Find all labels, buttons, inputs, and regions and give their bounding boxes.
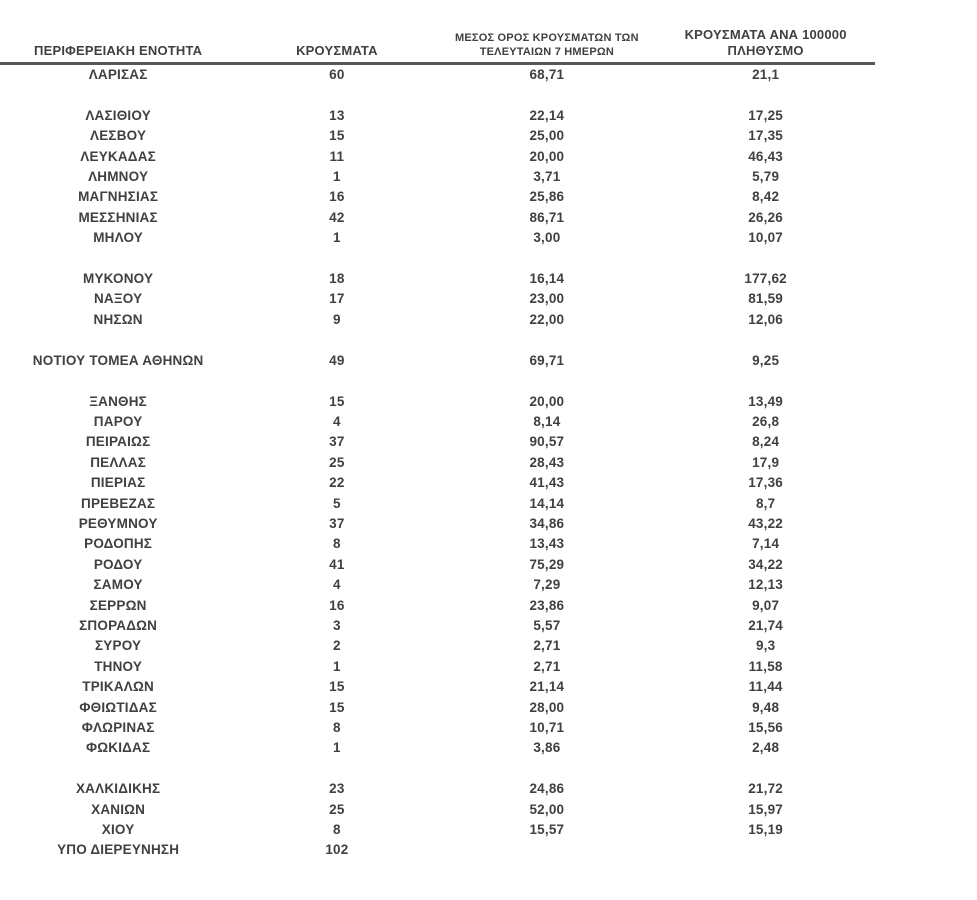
cell-region: ΡΕΘΥΜΝΟΥ	[78, 515, 158, 531]
cell-cases: 15	[329, 699, 345, 715]
cell-region: ΧΑΝΙΩΝ	[91, 801, 146, 817]
cell-avg-7-days	[438, 840, 657, 860]
cell-region: ΛΕΣΒΟΥ	[90, 128, 147, 144]
table-row	[0, 840, 875, 860]
cell-cases: 4	[333, 413, 341, 429]
spacer-row	[0, 330, 875, 350]
cell-avg-7-days: 25,86	[529, 189, 565, 205]
table-row	[0, 289, 875, 309]
cell-cases-per-100k: 21,1	[752, 67, 780, 82]
cell-avg-7-days: 24,86	[529, 781, 565, 797]
cell-cases: 22	[329, 475, 345, 491]
table-row	[0, 514, 875, 534]
cell-region: ΜΗΛΟΥ	[93, 230, 144, 246]
cell-cases-per-100k: 8,42	[752, 189, 780, 205]
table-row	[0, 187, 875, 207]
header-cases-per-100k-line2: ΠΛΗΘΥΣΜΟ	[727, 43, 804, 58]
cell-avg-7-days: 23,86	[529, 597, 565, 613]
cell-region: ΤΗΝΟΥ	[94, 658, 143, 674]
cell-region: ΦΘΙΩΤΙΔΑΣ	[79, 699, 157, 715]
table-row	[0, 310, 875, 330]
cell-cases-per-100k: 10,07	[748, 230, 784, 246]
cell-avg-7-days: 22,00	[529, 311, 565, 327]
cell-region: ΜΑΓΝΗΣΙΑΣ	[78, 189, 159, 205]
cell-avg-7-days: 41,43	[529, 475, 565, 491]
cell-cases-per-100k: 9,48	[752, 699, 780, 715]
cell-cases: 37	[329, 515, 345, 531]
cell-avg-7-days: 20,00	[529, 148, 565, 164]
cell-cases-per-100k: 13,49	[748, 393, 784, 409]
cell-cases-per-100k: 17,35	[748, 128, 784, 144]
cases-table-body	[0, 64, 875, 861]
cell-avg-7-days: 16,14	[529, 271, 565, 287]
cell-avg-7-days: 69,71	[529, 352, 565, 368]
cell-cases-per-100k: 43,22	[748, 515, 784, 531]
table-row	[0, 269, 875, 289]
cell-region: ΣΠΟΡΑΔΩΝ	[79, 617, 158, 633]
cell-avg-7-days: 7,29	[533, 577, 561, 593]
cell-cases: 15	[329, 393, 345, 409]
cell-cases-per-100k: 2,48	[752, 740, 780, 756]
cell-cases: 42	[329, 209, 345, 225]
cell-avg-7-days: 25,00	[529, 128, 565, 144]
table-row	[0, 698, 875, 718]
cell-cases: 8	[333, 536, 341, 552]
cell-region: ΡΟΔΟΠΗΣ	[84, 536, 153, 552]
cell-avg-7-days: 3,00	[533, 230, 561, 246]
table-row	[0, 473, 875, 493]
cell-region: ΠΕΙΡΑΙΩΣ	[85, 434, 151, 450]
cell-avg-7-days: 10,71	[529, 720, 565, 735]
table-row	[0, 208, 875, 228]
cell-region: ΠΑΡΟΥ	[93, 413, 143, 429]
cell-cases: 16	[329, 597, 345, 613]
header-row	[0, 27, 875, 64]
cell-region: ΡΟΔΟΥ	[93, 556, 143, 572]
cell-cases-per-100k: 15,56	[748, 720, 784, 735]
cell-region: ΦΩΚΙΔΑΣ	[85, 740, 151, 756]
header-cases-per-100k-line1: ΚΡΟΥΣΜΑΤΑ ΑΝΑ 100000	[684, 27, 847, 42]
table-row	[0, 677, 875, 697]
cell-region: ΧΙΟΥ	[101, 822, 135, 838]
cell-cases: 41	[329, 556, 345, 572]
cell-avg-7-days: 23,00	[529, 291, 565, 307]
table-row	[0, 147, 875, 167]
cell-region: ΝΗΣΩΝ	[93, 311, 143, 327]
cell-region: ΠΡΕΒΕΖΑΣ	[81, 495, 156, 511]
header-avg-7-days-line2: ΤΕΛΕΥΤΑΙΩΝ 7 ΗΜΕΡΩΝ	[479, 46, 615, 58]
cell-avg-7-days: 52,00	[529, 801, 565, 817]
cell-region: ΜΕΣΣΗΝΙΑΣ	[78, 209, 158, 225]
cell-cases: 23	[329, 781, 345, 797]
cell-cases-per-100k: 15,19	[748, 822, 784, 838]
header-avg-7-days-line1: ΜΕΣΟΣ ΟΡΟΣ ΚΡΟΥΣΜΑΤΩΝ ΤΩΝ	[455, 32, 639, 44]
spacer-cell	[0, 249, 875, 269]
cell-cases-per-100k: 11,44	[748, 679, 783, 695]
cell-region: ΜΥΚΟΝΟΥ	[83, 271, 154, 287]
header-regional-unit: ΠΕΡΙΦΕΡΕΙΑΚΗ ΕΝΟΤΗΤΑ	[0, 27, 236, 64]
cell-cases-per-100k: 9,07	[752, 597, 780, 613]
table-row	[0, 657, 875, 677]
cell-avg-7-days: 68,71	[529, 67, 565, 82]
spacer-cell	[0, 759, 875, 779]
cell-cases: 3	[333, 617, 341, 633]
cell-region: ΛΕΥΚΑΔΑΣ	[80, 148, 156, 164]
cell-region: ΣΥΡΟΥ	[95, 638, 142, 654]
cell-cases-per-100k: 11,58	[748, 658, 783, 674]
table-row	[0, 820, 875, 840]
cell-cases: 8	[333, 720, 341, 735]
cell-cases-per-100k: 12,06	[748, 311, 784, 327]
cell-avg-7-days: 3,71	[533, 169, 561, 185]
cell-region: ΥΠΟ ΔΙΕΡΕΥΝΗΣΗ	[57, 842, 180, 858]
spacer-row	[0, 249, 875, 269]
cell-cases-per-100k: 81,59	[748, 291, 784, 307]
cell-cases: 2	[333, 638, 341, 654]
cell-cases-per-100k: 9,25	[752, 352, 780, 368]
cell-avg-7-days: 3,86	[533, 740, 561, 756]
cell-cases: 1	[333, 169, 341, 185]
cell-avg-7-days: 5,57	[533, 617, 561, 633]
cell-cases-per-100k: 46,43	[748, 148, 784, 164]
cell-cases-per-100k	[656, 840, 875, 860]
cell-avg-7-days: 13,43	[529, 536, 565, 552]
table-row	[0, 432, 875, 452]
cell-cases-per-100k: 9,3	[755, 638, 776, 654]
table-row	[0, 64, 875, 86]
table-row	[0, 412, 875, 432]
table-row	[0, 228, 875, 248]
table-row	[0, 494, 875, 514]
cell-cases: 11	[329, 148, 345, 164]
cell-cases: 9	[333, 311, 341, 327]
cell-cases: 15	[329, 128, 345, 144]
cell-avg-7-days: 2,71	[533, 658, 561, 674]
cell-avg-7-days: 20,00	[529, 393, 565, 409]
table-row	[0, 718, 875, 738]
cell-avg-7-days: 8,14	[533, 413, 561, 429]
table-row	[0, 636, 875, 656]
table-row	[0, 779, 875, 799]
table-row	[0, 351, 875, 371]
cell-cases: 25	[329, 801, 345, 817]
cell-cases-per-100k: 15,97	[748, 801, 784, 817]
cell-cases-per-100k: 8,24	[752, 434, 780, 450]
cell-region: ΝΟΤΙΟΥ ΤΟΜΕΑ ΑΘΗΝΩΝ	[32, 352, 204, 368]
cell-avg-7-days: 86,71	[529, 209, 565, 225]
table-row	[0, 534, 875, 554]
cell-region: ΛΑΡΙΣΑΣ	[88, 67, 148, 82]
cell-cases: 25	[329, 454, 345, 470]
cell-region: ΞΑΝΘΗΣ	[89, 393, 147, 409]
cell-cases-per-100k: 17,36	[748, 475, 784, 491]
cell-cases-per-100k: 34,22	[748, 556, 784, 572]
table-row	[0, 575, 875, 595]
spacer-row	[0, 85, 875, 105]
cell-cases-per-100k: 12,13	[748, 577, 784, 593]
cell-avg-7-days: 90,57	[529, 434, 565, 450]
cell-cases: 5	[333, 495, 341, 511]
cell-avg-7-days: 28,43	[529, 454, 565, 470]
cell-avg-7-days: 2,71	[533, 638, 561, 654]
cell-cases: 1	[333, 658, 341, 674]
table-row	[0, 800, 875, 820]
table-row	[0, 453, 875, 473]
cell-region: ΤΡΙΚΑΛΩΝ	[82, 679, 154, 695]
table-row	[0, 106, 875, 126]
cell-cases-per-100k: 21,72	[748, 781, 784, 797]
table-row	[0, 126, 875, 146]
cell-cases: 4	[333, 577, 341, 593]
cell-region: ΧΑΛΚΙΔΙΚΗΣ	[75, 781, 161, 797]
cell-avg-7-days: 15,57	[529, 822, 565, 838]
cell-cases-per-100k: 8,7	[755, 495, 776, 511]
cell-cases: 16	[329, 189, 345, 205]
cell-cases: 49	[329, 352, 345, 368]
table-row	[0, 596, 875, 616]
cell-cases: 8	[333, 822, 341, 838]
cell-cases-per-100k: 26,26	[748, 209, 784, 225]
spacer-row	[0, 759, 875, 779]
cell-region: ΛΑΣΙΘΙΟΥ	[85, 107, 151, 123]
cell-region: ΠΙΕΡΙΑΣ	[90, 475, 146, 491]
table-row	[0, 392, 875, 412]
cell-cases: 102	[325, 842, 349, 858]
cell-region: ΠΕΛΛΑΣ	[90, 454, 147, 470]
cell-avg-7-days: 14,14	[529, 495, 565, 511]
header-avg-7-days	[438, 27, 657, 64]
cell-cases: 1	[333, 740, 341, 756]
cell-region: ΣΑΜΟΥ	[93, 577, 143, 593]
spacer-cell	[0, 330, 875, 350]
header-cases: ΚΡΟΥΣΜΑΤΑ	[236, 27, 437, 64]
cell-cases-per-100k: 21,74	[748, 617, 784, 633]
cell-region: ΣΕΡΡΩΝ	[89, 597, 147, 613]
cell-cases: 60	[329, 67, 345, 82]
table-row	[0, 738, 875, 758]
cell-cases: 13	[329, 107, 345, 123]
cell-cases-per-100k: 177,62	[744, 271, 787, 287]
cell-cases-per-100k: 5,79	[752, 169, 780, 185]
cell-avg-7-days: 22,14	[529, 107, 565, 123]
cell-avg-7-days: 21,14	[529, 679, 565, 695]
cell-cases-per-100k: 26,8	[752, 413, 780, 429]
cell-region: ΛΗΜΝΟΥ	[88, 169, 149, 185]
cell-region: ΦΛΩΡΙΝΑΣ	[81, 720, 155, 735]
spacer-cell	[0, 371, 875, 391]
cell-region: ΝΑΞΟΥ	[93, 291, 143, 307]
cell-avg-7-days: 34,86	[529, 515, 565, 531]
cell-cases-per-100k: 17,25	[748, 107, 784, 123]
table-row	[0, 555, 875, 575]
cell-cases-per-100k: 17,9	[752, 454, 780, 470]
cell-cases: 18	[329, 271, 345, 287]
cell-cases-per-100k: 7,14	[752, 536, 780, 552]
cell-avg-7-days: 28,00	[529, 699, 565, 715]
cell-cases: 37	[329, 434, 345, 450]
regional-cases-table	[0, 27, 875, 861]
cell-cases: 15	[329, 679, 345, 695]
cell-avg-7-days: 75,29	[529, 556, 565, 572]
spacer-row	[0, 371, 875, 391]
table-row	[0, 616, 875, 636]
cell-cases: 17	[329, 291, 345, 307]
spacer-cell	[0, 85, 875, 105]
header-cases-per-100k	[656, 27, 875, 64]
table-row	[0, 167, 875, 187]
cell-cases: 1	[333, 230, 341, 246]
